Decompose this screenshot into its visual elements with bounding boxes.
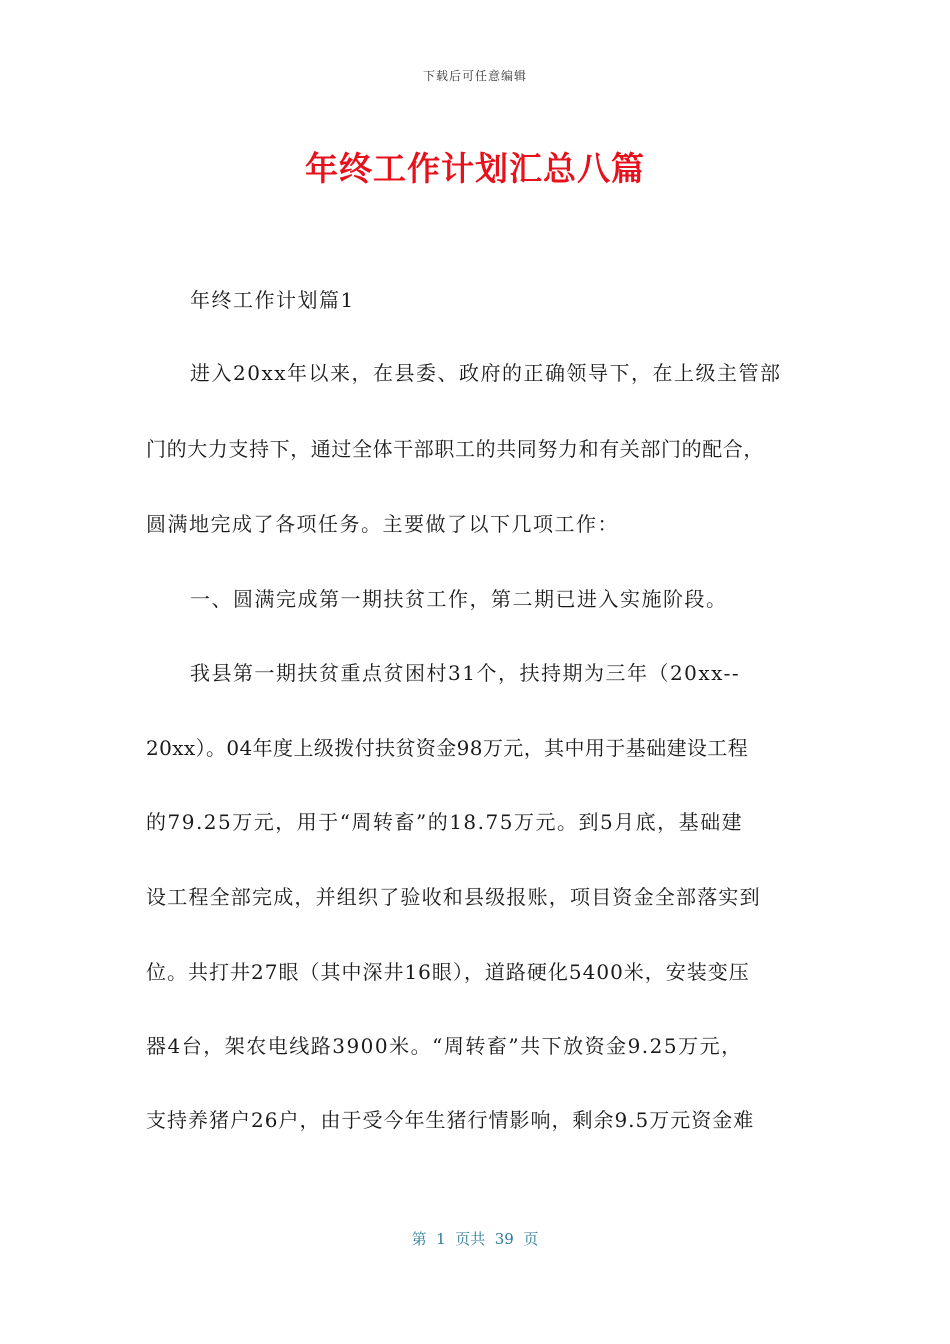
paragraph-line: 的79.25万元，用于“周转畜”的18.75万元。到5月底，基础建 bbox=[146, 810, 744, 834]
paragraph-line: 位。共打井27眼（其中深井16眼），道路硬化5400米，安装变压 bbox=[146, 960, 750, 984]
section-heading: 年终工作计划篇1 bbox=[190, 288, 355, 312]
paragraph-line: 圆满地完成了各项任务。主要做了以下几项工作： bbox=[146, 512, 619, 536]
page-number: 第 1 页共 39 页 bbox=[411, 1230, 539, 1248]
document-title: 年终工作计划汇总八篇 bbox=[305, 149, 645, 188]
paragraph-line: 支持养猪户26户，由于受今年生猪行情影响，剩余9.5万元资金难 bbox=[146, 1108, 755, 1132]
paragraph-line: 门的大力支持下，通过全体干部职工的共同努力和有关部门的配合， bbox=[146, 437, 764, 461]
paragraph-line: 设工程全部完成，并组织了验收和县级报账，项目资金全部落实到 bbox=[146, 885, 761, 909]
paragraph-line: 我县第一期扶贫重点贫困村31个，扶持期为三年（20xx-- bbox=[190, 661, 741, 685]
paragraph-line: 一、圆满完成第一期扶贫工作，第二期已进入实施阶段。 bbox=[190, 587, 728, 611]
paragraph-line: 器4台，架农电线路3900米。“周转畜”共下放资金9.25万元， bbox=[146, 1034, 743, 1058]
paragraph-line: 20xx）。04年度上级拨付扶贫资金98万元，其中用于基础建设工程 bbox=[146, 736, 749, 760]
header-note: 下载后可任意编辑 bbox=[422, 69, 527, 83]
paragraph-line: 进入20xx年以来，在县委、政府的正确领导下，在上级主管部 bbox=[190, 361, 782, 385]
